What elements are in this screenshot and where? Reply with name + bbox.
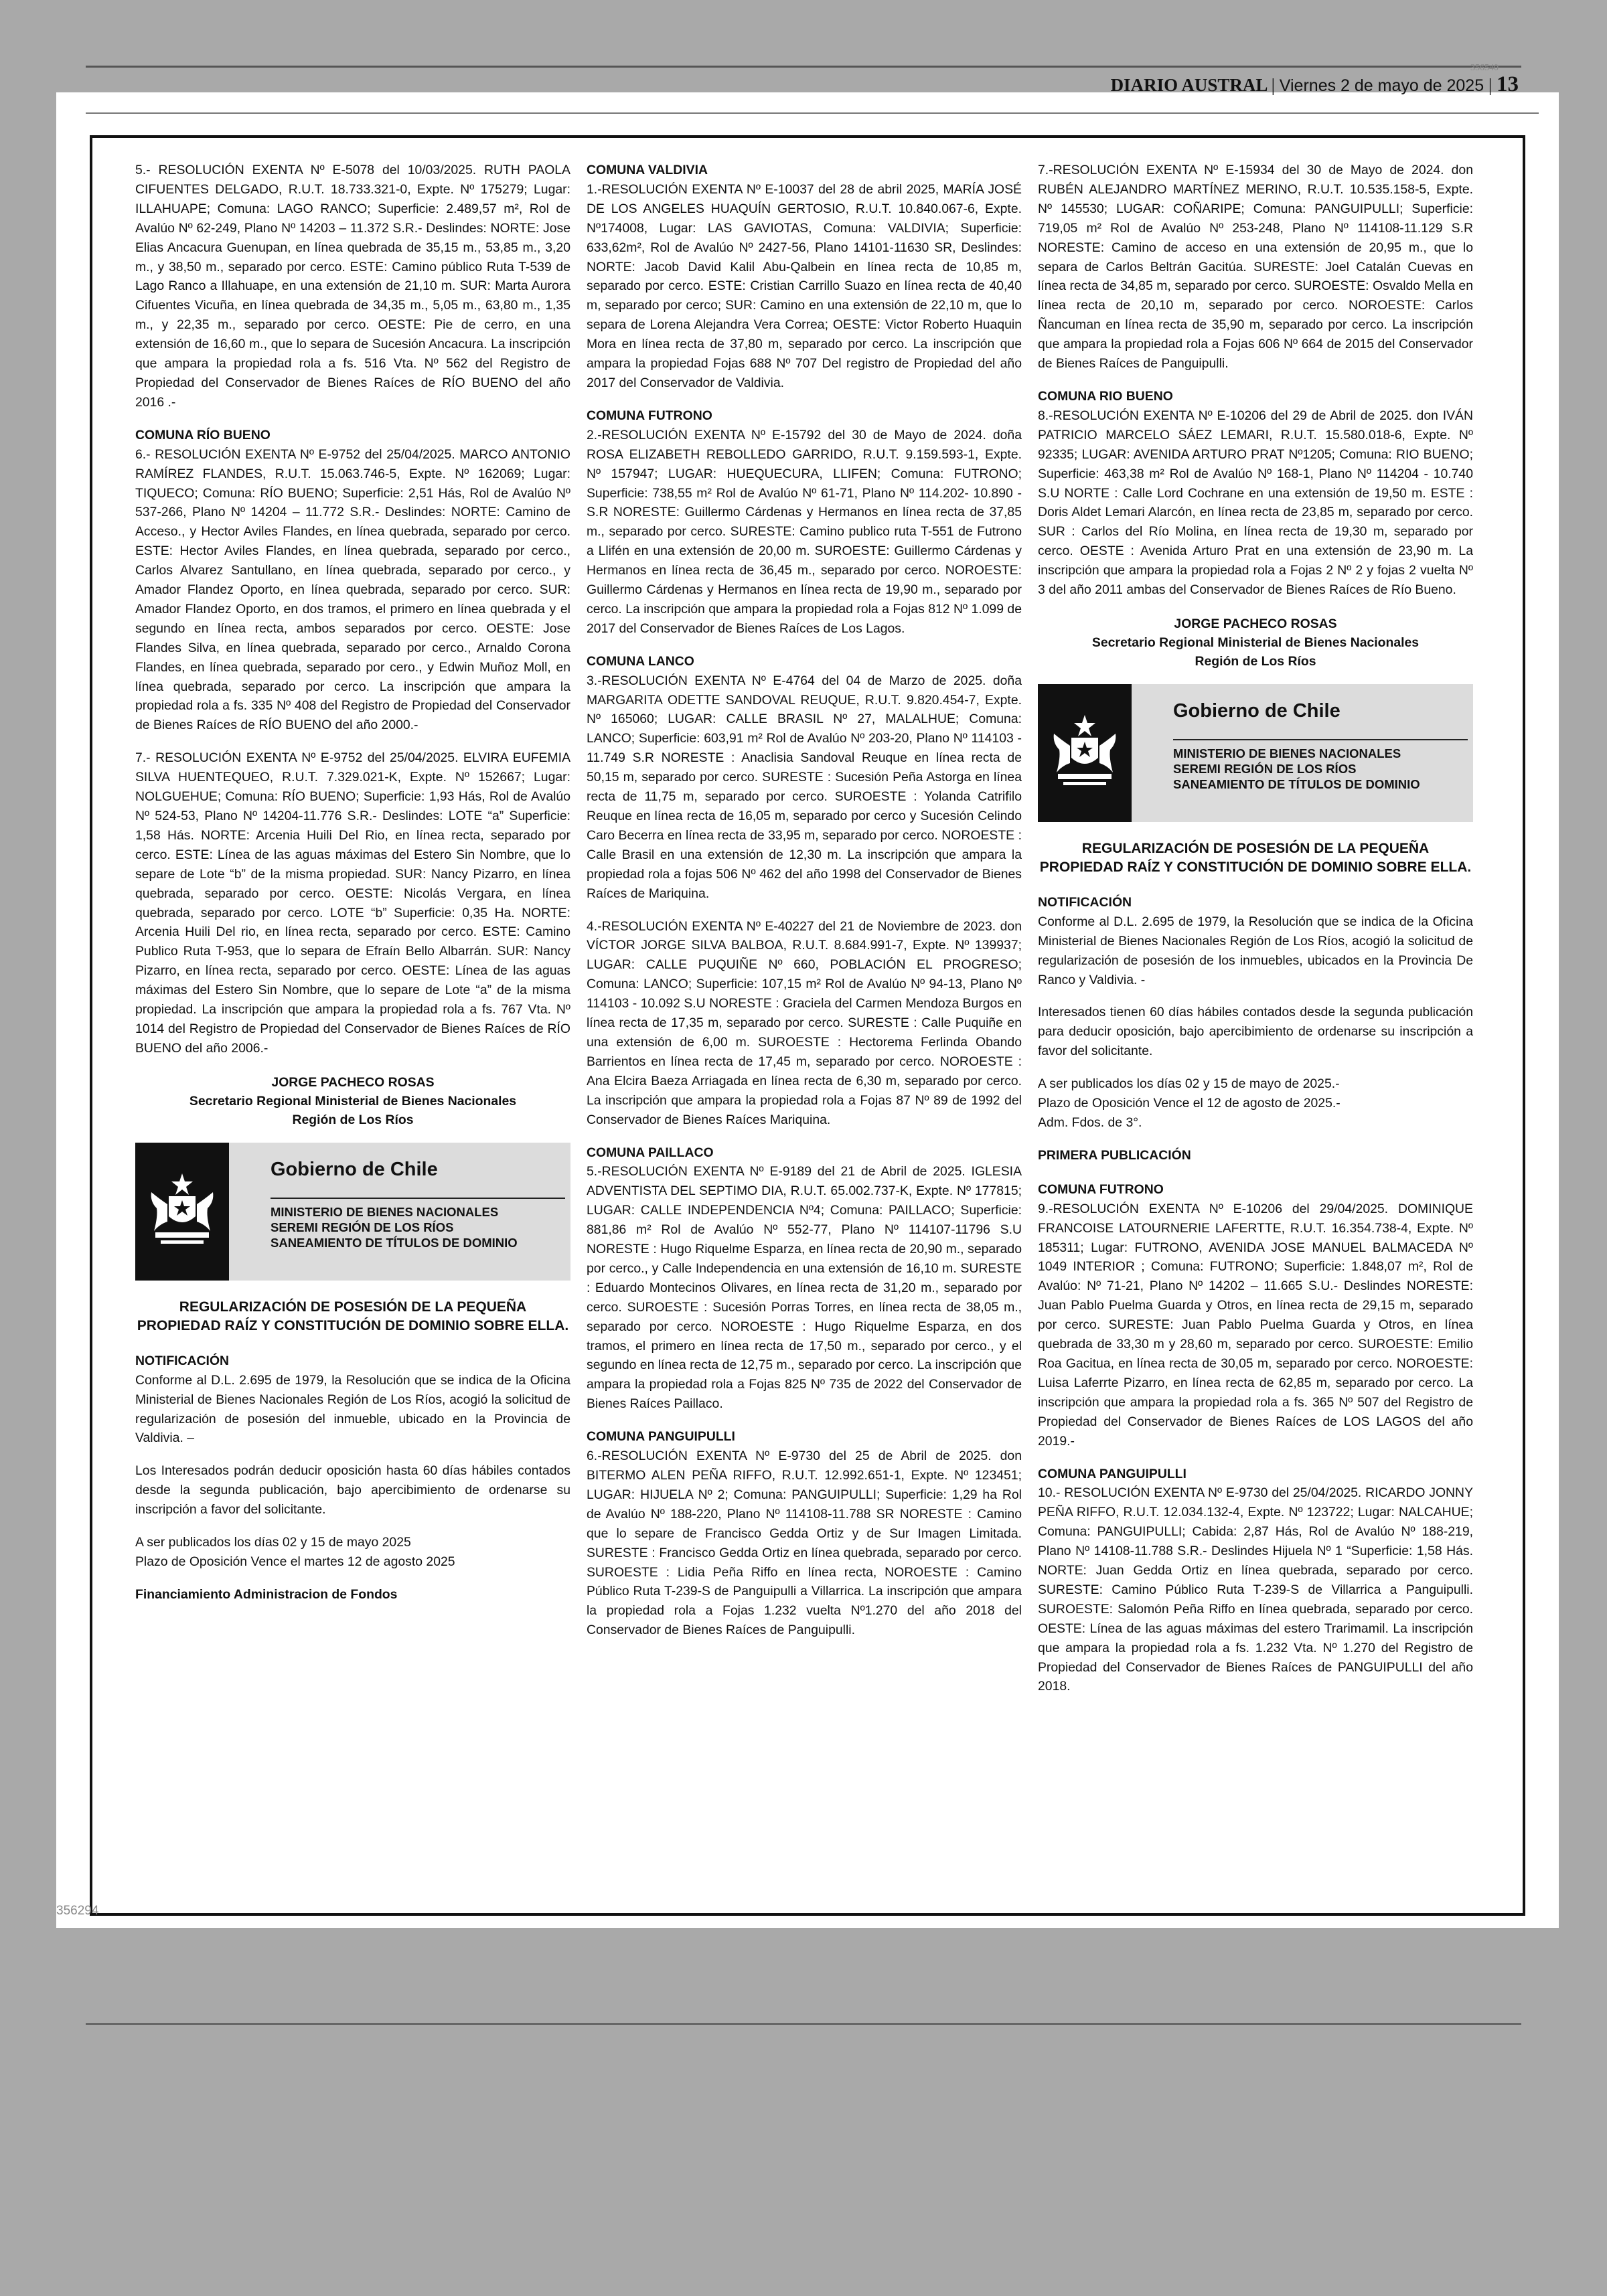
notice-paragraph: Conforme al D.L. 2.695 de 1979, la Resolución que se indica de la Oficina Ministerial de Bienes Nacionales Región de Los Ríos, acogió la solicitud de regularización de posesión del inmueble, ubicado en la Provincia de Valdivia. – — [135, 1372, 570, 1446]
column-2 — [587, 161, 1022, 1653]
page-number: 13 — [1497, 72, 1519, 96]
notice-paragraph: 9.-RESOLUCIÓN EXENTA Nº E-10206 del 29/04/2025. DOMINIQUE FRANCOISE LATOURNERIE LAFERTTE, R.U.T. 16.354.738-4, Expte. Nº 185311; Lugar: FUTRONO, AVENIDA JOSE MANUEL BALMACEDA Nº 1049 INTERIOR ; Comuna: FUTRONO; Superficie: 1.848,07 m², Rol de Avalúo: Nº 71-21, Plano Nº 14202 – 11.665 S.U.- Deslindes NORESTE: Juan Pablo Puelma Guarda y Otros, en línea recta de 29,15 m, separado por cerco. SURESTE: Juan Pablo Puelma Guarda y Otros, en línea quebrada de 33,30 m y 28,60 m, separado por cerco. SUROESTE: Emilio Roa Gacitua, en línea recta de 30,05 m, separado por cerco. NOROESTE: Luisa Laferrte Pizarro, en línea recta de 62,85 m, separado por cerco. La inscripción que ampara la propiedad rola a fs. 365 Nº 507 del Registro de Propiedad del Conservador de Bienes Raíces de LOS LAGOS del año 2019.- — [1038, 1201, 1473, 1449]
notice-paragraph: 4.-RESOLUCIÓN EXENTA Nº E-40227 del 21 de Noviembre de 2023. don VÍCTOR JORGE SILVA BALBOA, R.U.T. 8.684.991-7, Expte. Nº 139937; LUGAR: CALLE PUQUIÑE Nº 660, POBLACIÓN EL PROGRESO; Comuna: LANCO; Superficie: 107,15 m² Rol de Avalúo Nº 94-13, Plano Nº 114103 - 10.092 S.U NORESTE : Graciela del Carmen Mendoza Burgos en línea recta de 17,35 m, separado por cerco. SURESTE : Calle Puquiñe en una extensión de 6,00 m. SUROESTE : Hectorema Ferlinda Obando Barrientos en línea recta de 17,45 m, separado por cerco. NOROESTE : Ana Elcira Baeza Arriagada en línea recta de 6,30 m, separado por cerco. La inscripción que ampara la propiedad rola a Fojas 87 Nº 89 de 1992 del Conservador de Bienes Raíces Mariquina. — [587, 918, 1022, 1127]
gobierno-logo — [135, 1143, 229, 1281]
gobierno-subtitle-line: MINISTERIO DE BIENES NACIONALES — [1173, 746, 1401, 760]
masthead — [1110, 63, 1519, 97]
chile-coat-of-arms-icon — [1047, 711, 1122, 791]
notice-paragraph: 5.-RESOLUCIÓN EXENTA Nº E-9189 del 21 de Abril de 2025. IGLESIA ADVENTISTA DEL SEPTIMO DIA, R.U.T. 65.002.737-K, Expte. Nº 177815; LUGAR: CALLE INDEPENDENCIA Nº4; Comuna: PAILLACO; Superficie: 881,86 m² Rol de Avalúo Nº 552-77, Plano Nº 114107-11796 S.U NORESTE : Hugo Riquelme Esparza, en línea recta de 20,90 m., separado por cerco., y Calle Independencia en una extensión de 16,10 m. SURESTE : Eduardo Montecinos Olivares, en línea recta de 31,20 m., separado por cerco. SUROESTE : Sucesión Porras Torres, en línea recta de 38,05 m., separado por cerco. NOROESTE : Hugo Riquelme Esparza, en dos tramos, el primero en línea recta de 17,50 m., separado por cerco., y el segundo en línea recta de 12,75 m., separado por cerco. La inscripción que ampara la propiedad rola a Fojas 825 Nº 735 de 2022 del Conservador de Bienes Raíces Paillaco. — [587, 1164, 1022, 1412]
paper-name: DIARIO AUSTRAL — [1110, 75, 1267, 95]
gobierno-box-wrap — [1038, 684, 1473, 822]
notice-paragraph: 7.- RESOLUCIÓN EXENTA Nº E-9752 del 25/04/2025. ELVIRA EUFEMIA SILVA HUENTEQUEO, R.U.T. 7.329.021-K, Expte. Nº 152667; Lugar: NOLGUEHUE; Comuna: RÍO BUENO; Superficie: 1,93 Hás, Rol de Avalúo Nº 524-53, Plano Nº 14204-11.776 S.R.- Deslindes: LOTE “a” Superficie: 1,58 Hás. NORTE: Arcenia Huili Del Rio, en línea recta, separado por cerco. ESTE: Línea de las aguas máximas del Estero Sin Nombre, que lo separe de Lote “b” de la misma propiedad. SUR: Nancy Pizarro, en línea quebrada, separado por cerco. OESTE: Nicolás Vergara, en línea quebrada, separado por cerco. LOTE “b” Superficie: 0,35 Ha. NORTE: Arcenia Huili Del rio, en línea recta, separado por cerco. ESTE: Camino Publico Ruta T-953, que lo separa de Efraín Bello Albarrán. SUR: Nancy Pizarro, en línea recta, separado por cerco. OESTE: Línea de las aguas máximas del Estero Sin Nombre, que lo separe de Lote “a” de la misma propiedad. La inscripción que ampara la propiedad rola a fs. 767 Vta. Nº 1014 del Registro de Propiedad del Conservador de Bienes Raíces de RÍO BUENO del año 2006.- — [135, 750, 570, 1056]
notice-title-line: PROPIEDAD RAÍZ Y CONSTITUCIÓN DE DOMINIO SOBRE ELLA. — [1039, 859, 1472, 875]
notice-paragraph: 1.-RESOLUCIÓN EXENTA Nº E-10037 del 28 de abril 2025, MARÍA JOSÉ DE LOS ANGELES HUAQUÍN GERTOSIO, R.U.T. 10.840.067-6, Expte. Nº174008, Lugar: LAS GAVIOTAS, Comuna: VALDIVIA; Superficie: 633,62m², Rol de Avalúo Nº 2427-56, Plano 14101-11630 SR, Deslindes: NORTE: Jacob David Kalil Abu-Qalbein en línea recta de 10,85 m, separado por cerco. ESTE: Cristian Carrillo Suazo en línea recta de 40,40 m, separado por cerco; SUR: Camino en una extensión de 22,10 m, que lo separa de Lorena Alejandra Vera Correa; OESTE: Victor Roberto Huaquin Mora en línea recta de 37,80 m, separado por cerco. La inscripción que ampara la propiedad Fojas 688 Nº 707 Del registro de Propiedad del año 2017 del Conservador de Valdivia. — [587, 181, 1022, 390]
column-3 — [1038, 161, 1473, 1710]
spacer — [1038, 1165, 1473, 1180]
section-heading: COMUNA VALDIVIA — [587, 163, 708, 177]
signature-block — [135, 1073, 570, 1129]
section-heading: PRIMERA PUBLICACIÓN — [1038, 1147, 1191, 1163]
newspaper-page — [56, 63, 1559, 1928]
signature-block-line: Secretario Regional Ministerial de Bienes Nacionales — [1091, 635, 1420, 650]
masthead-separator: | — [1271, 75, 1276, 95]
gobierno-box-wrap — [135, 1143, 570, 1281]
notice-paragraph: 5.- RESOLUCIÓN EXENTA Nº E-5078 del 10/03/2025. RUTH PAOLA CIFUENTES DELGADO, R.U.T. 18.733.321-0, Expte. Nº 175279; Lugar: ILLAHUAPE; Comuna: LAGO RANCO; Superficie: 2.489,57 m², Rol de Avalúo Nº 62-249, Plano Nº 14203 – 11.372 S.R.- Deslindes: NORTE: Jose Elias Ancacura Guenupan, en línea quebrada de 35,15 m., 53,85 m., 3,20 m., y 38,50 m., separado por cerco. ESTE: Camino público Ruta T-539 de Lago Ranco a Illahuape, en una extensión de 21,10 m. SUR: Marta Aurora Cifuentes Vicuña, en línea quebrada de 34,35 m., 5,05 m., 63,80 m., 1,35 m., y 22,35 m., separado por cerco. OESTE: Pie de cerro, en una extensión de 16,60 m., que lo separa de Sucesión Ancacura. La inscripción que ampara la propiedad rola a fs. 516 Vta. Nº 562 del Registro de Propiedad del Conservador de Bienes Raíces de RÍO BUENO del año 2016 .- — [135, 163, 570, 410]
gobierno-subtitle — [1173, 746, 1420, 792]
section-heading: COMUNA FUTRONO — [1038, 1181, 1164, 1197]
notice-title-line: PROPIEDAD RAÍZ Y CONSTITUCIÓN DE DOMINIO SOBRE ELLA. — [137, 1317, 569, 1333]
masthead-separator-2: | — [1488, 75, 1493, 95]
section-heading: COMUNA FUTRONO — [587, 408, 712, 423]
notice-title — [1038, 839, 1473, 877]
notice-paragraph: 6.- RESOLUCIÓN EXENTA Nº E-9752 del 25/04/2025. MARCO ANTONIO RAMÍREZ FLANDES, R.U.T. 15.063.746-5, Expte. Nº 162069; Lugar: TIQUECO; Comuna: RÍO BUENO; Superficie: 2,51 Hás, Rol de Avalúo Nº 537-266, Plano Nº 14204 – 11.772 S.R.- Deslindes: NORTE: Camino de Acceso., y Hector Aviles Flandes, en línea quebrada, separado por cerco. ESTE: Hector Aviles Flandes, en línea quebrada, separado por cerco., Carlos Alvarez Santullano, en línea quebrada, separado por cerco., y Amador Flandez Oporto, en línea quebrada, separado por cerco. SUR: Amador Flandez Oporto, en dos tramos, el primero en línea quebrada y el segundo en línea recta, ambos separados por cerco. OESTE: Jose Flandes Silva, en línea quebrada, separado por cerco., Arnaldo Corona Flandes, en línea quebrada, separado por cero., y Edwin Muñoz Moll, en línea quebrada, separado por cerco. La inscripción que ampara la propiedad rola a fs. 335 Nº 408 del Registro de Propiedad del Conservador de Bienes Raíces de RÍO BUENO del año 2000.- — [135, 446, 570, 733]
gobierno-title: Gobierno de Chile — [1173, 700, 1341, 722]
signature-block-line: Región de Los Ríos — [1195, 653, 1316, 669]
section-heading: COMUNA PANGUIPULLI — [587, 1429, 735, 1445]
notice-paragraph: 8.-RESOLUCIÓN EXENTA Nº E-10206 del 29 de Abril de 2025. don IVÁN PATRICIO MARCELO SÁEZ LEMARI, R.U.T. 15.580.018-6, Expte. Nº 92335; LUGAR: AVENIDA ARTURO PRAT Nº1205; Comuna: RIO BUENO; Superficie: 463,38 m² Rol de Avalúo Nº 168-1, Plano Nº 114204 - 10.740 S.U NORTE : Calle Lord Cochrane en una extensión de 19,50 m. ESTE : Doris Aldet Lemari Alarcón, en línea recta de 23,85 m, separado por cerco. SUR : Carlos del Río Molina, en línea recta de 19,30 m, separado por cerco. OESTE : Avenida Arturo Prat en una extensión de 23,90 m. La inscripción que ampara la propiedad rola a Fojas 2 Nº 2 y fojas 2 vuelta Nº 3 del año 2011 ambas del Conservador de Bienes Raíces de Río Bueno. — [1038, 408, 1473, 598]
gobierno-subtitle — [271, 1204, 518, 1250]
signature-block-line: Región de Los Ríos — [292, 1112, 414, 1127]
publication-dates-line: A ser publicados los días 02 y 15 de mayo de 2025.- — [1038, 1076, 1340, 1092]
section-heading: COMUNA PANGUIPULLI — [1038, 1466, 1187, 1481]
gobierno-subtitle-line: SANEAMIENTO DE TÍTULOS DE DOMINIO — [1173, 776, 1420, 791]
section-heading: NOTIFICACIÓN — [1038, 894, 1132, 910]
notice-paragraph: 7.-RESOLUCIÓN EXENTA Nº E-15934 del 30 de Mayo de 2024. don RUBÉN ALEJANDRO MARTÍNEZ MERINO, R.U.T. 10.535.158-5, Expte. Nº 145530; LUGAR: COÑARIPE; Comuna: PANGUIPULLI; Superficie: 719,05 m² Rol de Avalúo Nº 253-248, Plano Nº 114108-11.129 S.R NORESTE: Camino de acceso en una extensión de 20,95 m., que lo separa de Carlos Beltrán Gacitúa. SURESTE: Joel Catalán Cuevas en línea recta de 34,85 m, separado por cerco. SUROESTE: Osvaldo Mella en línea recta de 20,10 m, separado por cerco. NOROESTE: Carlos Ñancuman en línea recta de 35,90 m, separado por cerco. La inscripción que ampara la propiedad rola a Fojas 606 Nº 664 de 2015 del Conservador de Bienes Raíces de Panguipulli. — [1038, 163, 1473, 372]
notice-paragraph: Interesados tienen 60 días hábiles contados desde la segunda publicación para deducir oposición, bajo apercibimiento de ordenarse su inscripción a favor del solicitante. — [1038, 1005, 1473, 1059]
notice-title-line: REGULARIZACIÓN DE POSESIÓN DE LA PEQUEÑA — [1081, 840, 1430, 856]
notice-paragraph: 10.- RESOLUCIÓN EXENTA Nº E-9730 del 25/04/2025. RICARDO JONNY PEÑA RIFFO, R.U.T. 12.034.132-4, Expte. Nº 123722; Lugar: NALCAHUE; Comuna: PANGUIPULLI; Cabida: 2,87 Hás, Rol de Avalúo Nº 188-219, Plano Nº 14108-11.788 S.R.- Deslindes Hijuela Nº 1 “Superficie: 1,58 Hás. NORTE: Juan Gedda Ortiz en línea quebrada, separado por cerco. SURESTE: Camino Público Ruta T-239-S de Villarrica a Panguipulli. SUROESTE: Salomón Peña Riffo en línea quebrada, separado por cerco. OESTE: Línea de las aguas máximas del estero Trarimamil. La inscripción que ampara la propiedad rola a fs. 1.232 Vta. Nº 1.270 del Registro de Propiedad del Conservador de Bienes Raíces de PANGUIPULLI del año 2018. — [1038, 1485, 1473, 1694]
gobierno-subtitle-line: SEREMI REGIÓN DE LOS RÍOS — [1173, 761, 1357, 776]
gobierno-title: Gobierno de Chile — [271, 1158, 438, 1180]
gobierno-subtitle-line: SANEAMIENTO DE TÍTULOS DE DOMINIO — [271, 1235, 518, 1250]
notice-title-line: REGULARIZACIÓN DE POSESIÓN DE LA PEQUEÑA — [179, 1299, 527, 1315]
bottom-rule — [86, 2023, 1521, 2025]
section-heading: COMUNA RIO BUENO — [1038, 388, 1173, 404]
section-heading: COMUNA LANCO — [587, 653, 694, 669]
footer-code: 356294 — [56, 1904, 99, 1918]
notice-paragraph: 2.-RESOLUCIÓN EXENTA Nº E-15792 del 30 de Mayo de 2024. doña ROSA ELIZABETH REBOLLEDO GARRIDO, R.U.T. 9.159.593-1, Expte. Nº 157947; LUGAR: HUEQUECURA, LLIFEN; Comuna: FUTRONO; Superficie: 738,55 m² Rol de Avalúo Nº 61-71, Plano Nº 114.202- 10.890 -S.R NORESTE: Guillermo Cárdenas y Hermanos en línea recta de 37,85 m., separado por cerco. SURESTE: Camino publico ruta T-551 de Futrono a Llifén en una extensión de 20,00 m. SUROESTE: Guillermo Cárdenas y Hermanos en línea recta de 36,45 m., separado por cerco. NOROESTE: Guillermo Cárdenas y Hermanos en línea recta de 19,90 m., separado por cerco. La inscripción que ampara la propiedad rola a Fojas 812 Nº 1.099 de 2017 del Conservador de Bienes Raíces de Los Lagos. — [587, 427, 1022, 636]
section-heading: NOTIFICACIÓN — [135, 1353, 230, 1368]
issue-date: Viernes 2 de mayo de 2025 — [1279, 76, 1484, 95]
gobierno-subtitle-line: SEREMI REGIÓN DE LOS RÍOS — [271, 1220, 454, 1234]
gobierno-subtitle-line: MINISTERIO DE BIENES NACIONALES — [271, 1204, 499, 1219]
publication-dates-line: Plazo de Oposición Vence el 12 de agosto de 2025.- — [1038, 1096, 1341, 1111]
masthead-rule — [86, 112, 1539, 114]
notice-paragraph: Conforme al D.L. 2.695 de 1979, la Resolución que se indica de la Oficina Ministerial de Bienes Nacionales Región de Los Ríos, acogió la solicitud de regularización de posesión de los inmuebles, ubicados en la Provincia De Ranco y Valdivia. - — [1038, 914, 1473, 987]
page-code-top: 356540 — [1470, 63, 1499, 73]
section-heading: Financiamiento Administracion de Fondos — [135, 1586, 398, 1602]
signature-block — [1038, 614, 1473, 671]
chile-coat-of-arms-icon — [145, 1169, 220, 1250]
gobierno-logo — [1038, 684, 1132, 822]
top-rule — [86, 66, 1521, 68]
signature-block-line: JORGE PACHECO ROSAS — [1174, 616, 1337, 631]
publication-dates-line: Adm. Fdos. de 3°. — [1038, 1115, 1142, 1130]
notice-paragraph: Los Interesados podrán deducir oposición hasta 60 días hábiles contados desde la segunda publicación, bajo apercibimiento de ordenarse su inscripción a favor del solicitante. — [135, 1463, 570, 1518]
section-heading: COMUNA RÍO BUENO — [135, 427, 271, 442]
section-heading: COMUNA PAILLACO — [587, 1145, 714, 1160]
signature-block-line: JORGE PACHECO ROSAS — [271, 1074, 435, 1090]
notice-title — [135, 1298, 570, 1335]
notice-paragraph: 6.-RESOLUCIÓN EXENTA Nº E-9730 del 25 de Abril de 2025. don BITERMO ALEN PEÑA RIFFO, R.U.T. 12.992.651-1, Expte. Nº 123451; LUGAR: HIJUELA Nº 2; Comuna: PANGUIPULLI; Superficie: 1,29 ha Rol de Avalúo Nº 188-220, Plano Nº 114108-11.788 SR NORESTE : Camino que lo separe de Francisco Gedda Ortiz y de Sur Imagen Limitada. SURESTE : Francisco Gedda Ortiz en línea quebrada, separado por cerco. SUROESTE : Lidia Peña Riffo en línea recta, NOROESTE : Camino Público Ruta T-239-S de Panguipulli a Villarrica. La inscripción que ampara la propiedad rola a Fojas 1.232 vuelta Nº1.270 del año 2018 del Conservador de Bienes Raíces de Panguipulli. — [587, 1449, 1022, 1638]
publication-dates-line: Plazo de Oposición Vence el martes 12 de agosto 2025 — [135, 1554, 455, 1569]
signature-block-line: Secretario Regional Ministerial de Bienes Nacionales — [189, 1093, 517, 1109]
column-1 — [135, 161, 570, 1605]
notice-paragraph: 3.-RESOLUCIÓN EXENTA Nº E-4764 del 04 de Marzo de 2025. doña MARGARITA ODETTE SANDOVAL REUQUE, R.U.T. 9.820.454-7, Expte. Nº 165060; LUGAR: CALLE BRASIL Nº 27, MALALHUE; Comuna: LANCO; Superficie: 603,91 m² Rol de Avalúo Nº 203-20, Plano Nº 114103 - 11.749 S.R NORESTE : Anaclisia Sandoval Reuque en línea recta de 50,15 m, separado por cerco. SURESTE : Sucesión Peña Astorga en línea recta de 11,75 m, separado por cerco. SUROESTE : Yolanda Catrifilo Reuque en línea recta de 16,05 m, separado por cerco y Sucesión Celindo Caro Becerra en línea recta de 33,95 m, separado por cerco. NOROESTE : Calle Brasil en una extensión de 12,30 m. La inscripción que ampara la propiedad rola a fojas 506 Nº 462 del año 1998 del Conservador de Bienes Raíces de Mariquina. — [587, 673, 1022, 901]
publication-dates — [1038, 1074, 1473, 1133]
gobierno-divider — [271, 1198, 565, 1199]
gobierno-divider — [1173, 739, 1468, 740]
publication-dates-line: A ser publicados los días 02 y 15 de mayo 2025 — [135, 1535, 411, 1550]
publication-dates — [135, 1533, 570, 1572]
